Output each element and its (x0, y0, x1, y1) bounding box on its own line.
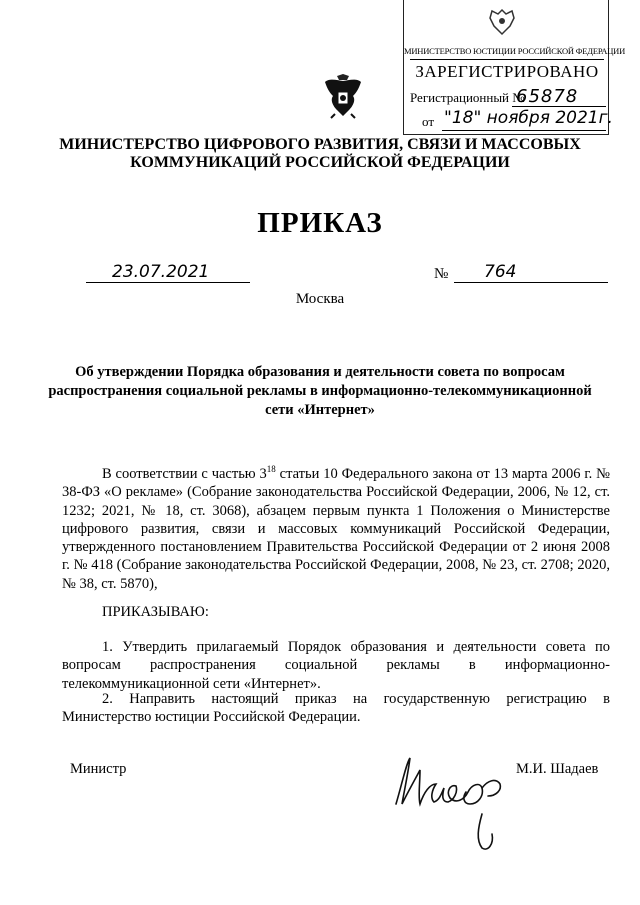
signature-icon (384, 744, 514, 854)
city: Москва (295, 291, 345, 307)
order-heading: Об утверждении Порядка образования и деятельности совета по вопросам распространения социальной рекламы в информационно-телекоммуникационной сети «Интернет» (48, 364, 592, 418)
stamp-emblem-icon (484, 4, 520, 40)
date-underline (86, 282, 250, 283)
order-item-1: 1. Утвердить прилагаемый Порядок образования и деятельности совета по вопросам распространения социальной рекламы в информационно-телекоммуникационной сети «Интернет». (62, 639, 610, 692)
stamp-regnum-value: 65878 (516, 86, 579, 107)
signer-name: М.И. Шадаев (516, 761, 599, 777)
preamble-paragraph (62, 465, 610, 593)
stamp-from-label: от (422, 114, 435, 129)
stamp-registered-label: ЗАРЕГИСТРИРОВАНО (415, 62, 599, 81)
order-item-2: 2. Направить настоящий приказ на государственную регистрацию в Министерство юстиции Российской Федерации. (62, 691, 610, 726)
registration-stamp (403, 0, 626, 135)
preamble-part-1: В соответствии с частью 3 (102, 466, 267, 482)
preamble-superscript: 18 (266, 464, 276, 475)
stamp-regnum-line (512, 106, 606, 107)
order-number: 764 (484, 262, 517, 282)
number-underline (454, 282, 608, 283)
stamp-ministry-name: МИНИСТЕРСТВО ЮСТИЦИИ РОССИЙСКОЙ ФЕДЕРАЦИИ (404, 46, 626, 56)
order-date: 23.07.2021 (112, 262, 210, 282)
stamp-from-value: "18" ноября 2021г. (444, 108, 613, 128)
document-type: ПРИКАЗ (257, 207, 383, 239)
order-number-label: № (434, 266, 449, 282)
stamp-divider (410, 59, 604, 60)
coat-of-arms-icon (323, 72, 363, 120)
stamp-regnum-label: Регистрационный № (410, 90, 525, 105)
signer-title: Министр (70, 761, 127, 777)
ministry-title: МИНИСТЕРСТВО ЦИФРОВОГО РАЗВИТИЯ, СВЯЗИ И МАССОВЫХ КОММУНИКАЦИЙ РОССИЙСКОЙ ФЕДЕРАЦИИ (59, 136, 581, 171)
order-word: ПРИКАЗЫВАЮ: (102, 604, 209, 620)
stamp-from-line (442, 130, 606, 131)
preamble-part-2: статьи 10 Федерального закона от 13 марта 2006 г. № 38-ФЗ «О рекламе» (Собрание законодательства Российской Федерации, 2006, № 12, ст. 1232; 2021, № 18, ст. 3068), абзацем первым пункта 1 Положения о Министерстве цифрового развития, связи и массовых коммуникаций Российской Федерации, утвержденного постановлением Правительства Российской Федерации от 2 июня 2008 г. № 418 (Собрание законодательства Российской Федерации, 2008, № 23, ст. 2708; 2020, № 38, ст. 5870), (62, 466, 610, 592)
